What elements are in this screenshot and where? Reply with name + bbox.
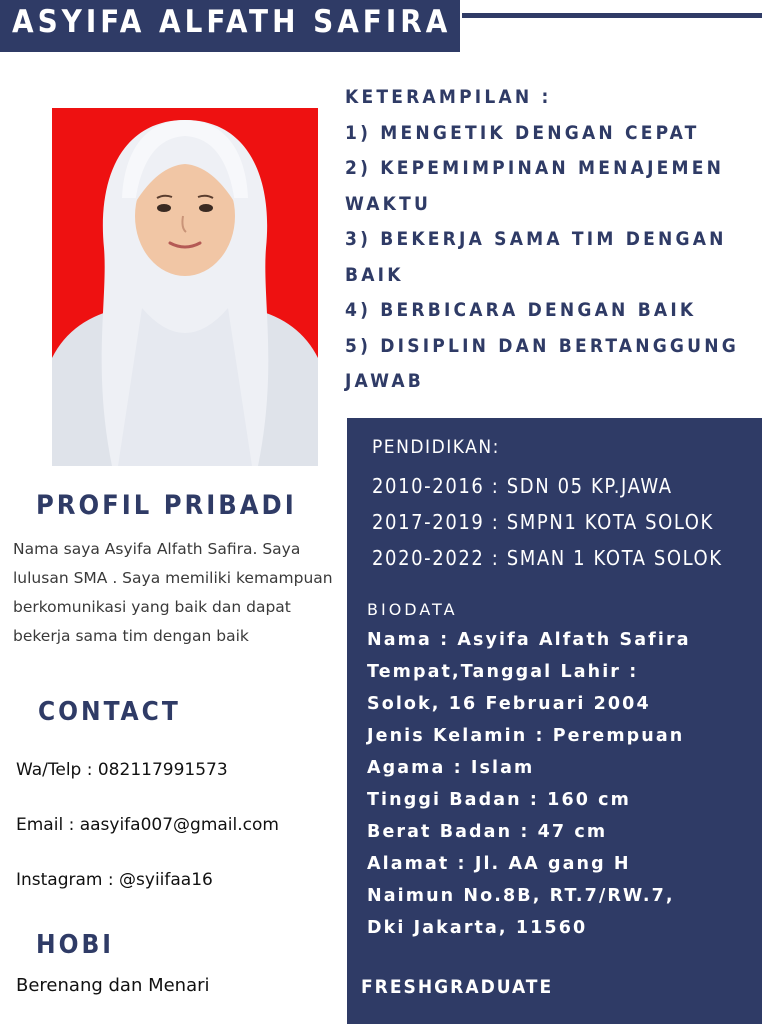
contact-instagram: Instagram : @syiifaa16	[16, 870, 213, 890]
biodata-line: Alamat : Jl. AA gang H	[367, 854, 631, 874]
status-label: FRESHGRADUATE	[361, 976, 554, 998]
biodata-line: Berat Badan : 47 cm	[367, 822, 608, 842]
contact-heading: CONTACT	[38, 697, 181, 727]
profile-photo	[52, 108, 318, 466]
skill-line: JAWAB	[345, 370, 424, 392]
name-banner	[0, 0, 460, 52]
skill-line: 1) MENGETIK DENGAN CEPAT	[345, 121, 700, 144]
biodata-line: Dki Jakarta, 11560	[367, 918, 588, 938]
biodata-line: Jenis Kelamin : Perempuan	[367, 726, 685, 746]
biodata-line: Solok, 16 Februari 2004	[367, 694, 651, 714]
skill-line: 5) DISIPLIN DAN BERTANGGUNG	[345, 334, 739, 357]
skill-line: 4) BERBICARA DENGAN BAIK	[345, 299, 697, 321]
skills-section	[345, 80, 745, 400]
skill-line: BAIK	[345, 263, 404, 286]
skill-line: 2) KEPEMIMPINAN MENAJEMEN	[345, 157, 725, 179]
hobby-heading: HOBI	[36, 930, 114, 960]
contact-email: Email : aasyifa007@gmail.com	[16, 815, 279, 835]
candidate-name: ASYIFA ALFATH SAFIRA	[12, 4, 452, 40]
skill-line: WAKTU	[345, 192, 432, 215]
education-item: 2010-2016 : SDN 05 KP.JAWA	[372, 474, 673, 498]
education-heading: PENDIDIKAN:	[372, 436, 500, 458]
profile-heading: PROFIL PRIBADI	[36, 490, 297, 521]
skills-heading: KETERAMPILAN :	[345, 86, 552, 108]
skill-line: 3) BEKERJA SAMA TIM DENGAN	[345, 228, 727, 250]
contact-phone: Wa/Telp : 082117991573	[16, 760, 228, 780]
profile-text: Nama saya Asyifa Alfath Safira. Saya lulusan SMA . Saya memiliki kemampuan berkomunikasi yang baik dan dapat bekerja sama tim dengan baik	[13, 540, 333, 645]
education-item: 2020-2022 : SMAN 1 KOTA SOLOK	[372, 546, 723, 570]
education-biodata-panel	[347, 418, 762, 1024]
education-item: 2017-2019 : SMPN1 KOTA SOLOK	[372, 510, 714, 534]
biodata-line: Naimun No.8B, RT.7/RW.7,	[367, 886, 675, 906]
biodata-heading: BIODATA	[367, 600, 458, 619]
hobby-text: Berenang dan Menari	[16, 975, 210, 996]
profile-photo-illustration	[52, 108, 318, 466]
biodata-line: Nama : Asyifa Alfath Safira	[367, 630, 691, 650]
biodata-line: Tinggi Badan : 160 cm	[367, 790, 631, 810]
biodata-line: Agama : Islam	[367, 758, 535, 778]
biodata-line: Tempat,Tanggal Lahir :	[367, 662, 639, 682]
header-divider	[462, 13, 762, 18]
